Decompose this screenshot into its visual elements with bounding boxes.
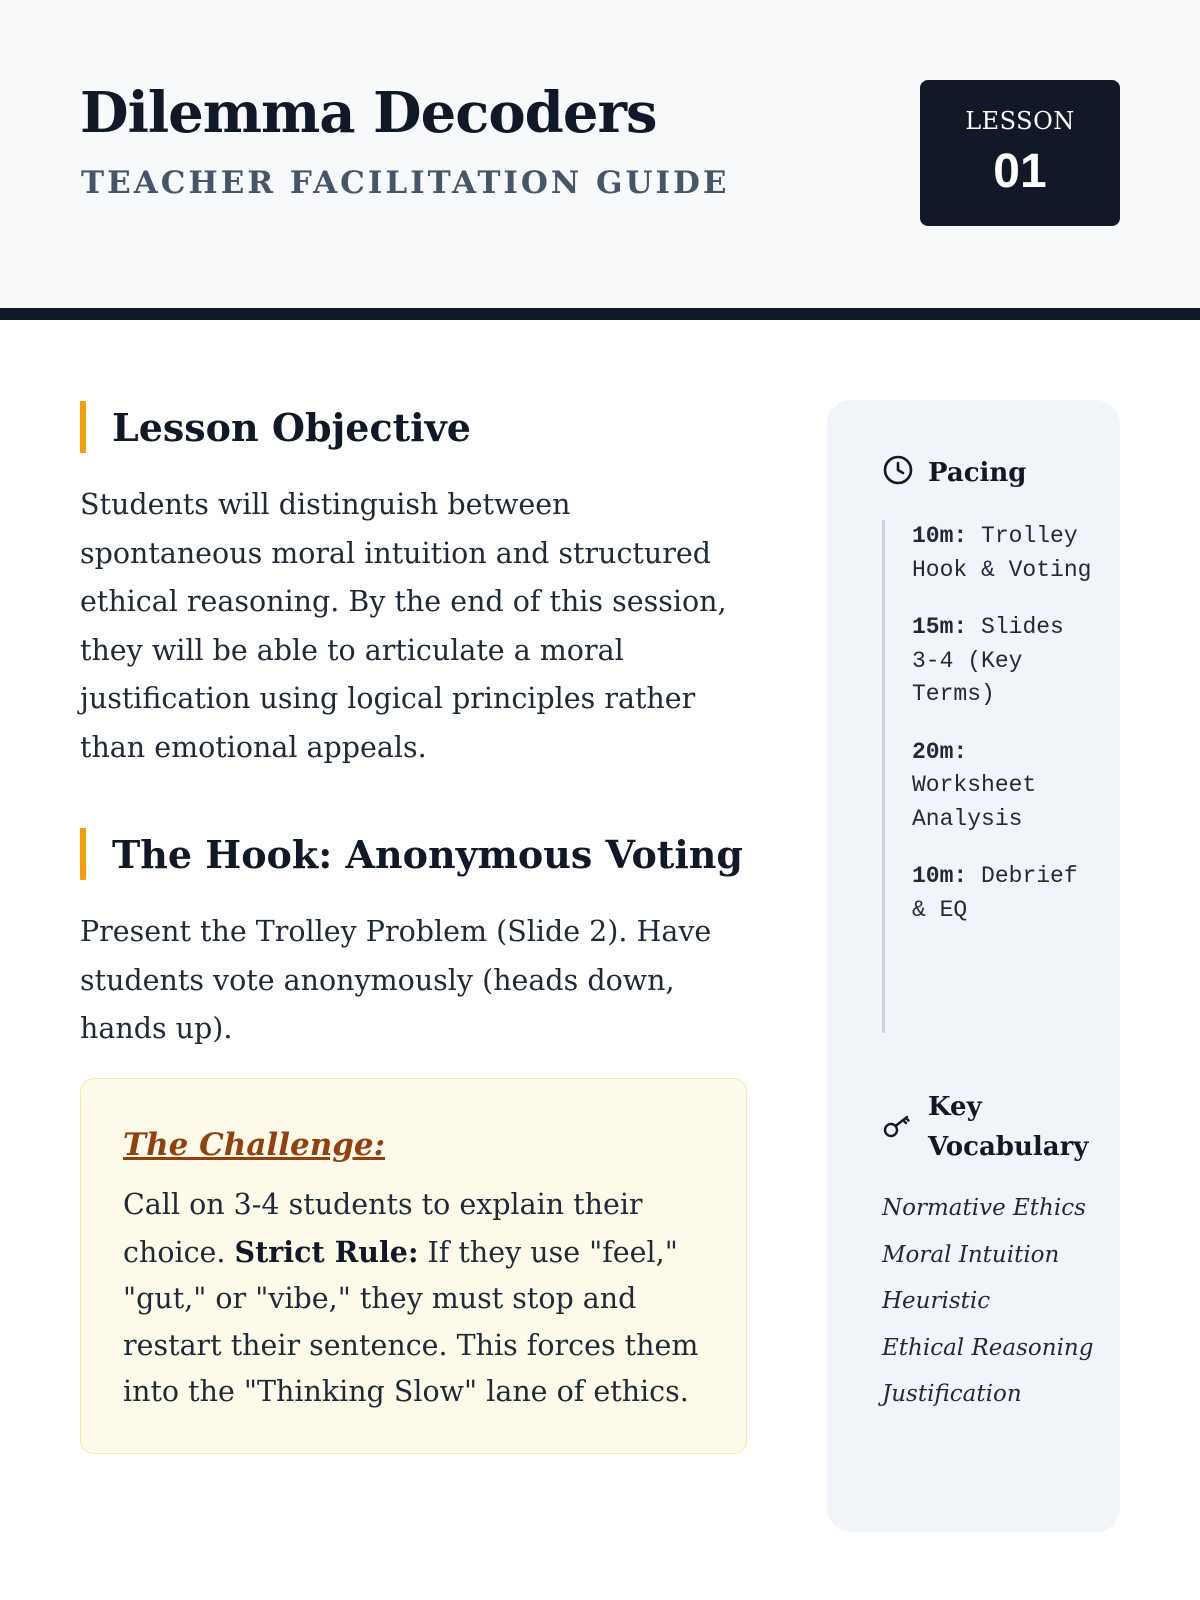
- lesson-badge: [920, 80, 1120, 226]
- vocabulary-heading: [882, 1087, 1088, 1167]
- clock-icon: [882, 453, 914, 485]
- pacing-activity: Trolley Hook & Voting: [912, 523, 1092, 583]
- pacing-heading: [882, 453, 1027, 493]
- hook-heading-text: The Hook: Anonymous Voting: [112, 831, 743, 877]
- challenge-callout: [80, 1078, 747, 1454]
- key-icon: [882, 1109, 914, 1141]
- objective-heading-text: Lesson Objective: [112, 404, 471, 450]
- pacing-activity: Slides 3-4 (Key Terms): [912, 614, 1064, 707]
- page-header: [0, 0, 1200, 308]
- lesson-badge-number: 01: [993, 145, 1047, 198]
- vocabulary-term: Justification: [882, 1381, 1022, 1407]
- pacing-item: [912, 611, 1092, 712]
- challenge-text: [123, 1182, 723, 1416]
- strict-rule-label: Strict Rule:: [234, 1234, 419, 1269]
- pacing-activity: Worksheet Analysis: [912, 772, 1037, 832]
- pacing-duration: 20m:: [912, 738, 968, 765]
- vocabulary-term: Moral Intuition: [882, 1241, 1060, 1268]
- objective-heading: [80, 401, 471, 453]
- challenge-title: The Challenge:: [123, 1127, 386, 1163]
- guide-subtitle: TEACHER FACILITATION GUIDE: [81, 165, 730, 201]
- pacing-duration: 10m:: [912, 523, 968, 549]
- challenge-text-rule: If they use "feel," "gut," or "vibe," they must stop and restart their sentence. This forces them into the "Thinking Slow" lane of ethics.: [123, 1235, 699, 1408]
- pacing-heading-text: Pacing: [928, 458, 1027, 488]
- hook-heading: [80, 828, 743, 880]
- pacing-item: [912, 736, 1092, 837]
- sidebar-panel: [827, 400, 1120, 1532]
- lesson-badge-label: LESSON: [965, 107, 1075, 135]
- vocabulary-term: Ethical Reasoning: [882, 1334, 1094, 1361]
- objective-text: Students will distinguish between spontaneous moral intuition and structured ethical reasoning. By the end of this session, they will be able to articulate a moral justification using logical principles rather than emotional appeals.: [80, 488, 727, 764]
- hook-text: Present the Trolley Problem (Slide 2). Have students vote anonymously (heads down, hands up).: [80, 915, 712, 1045]
- pacing-duration: 10m:: [912, 863, 968, 889]
- vocabulary-term: Normative Ethics: [882, 1195, 1086, 1221]
- pacing-duration: 15m:: [912, 614, 968, 640]
- heading-accent-bar: [80, 828, 86, 880]
- vocabulary-list: [882, 1192, 1102, 1425]
- pacing-list: [882, 520, 1092, 1033]
- guide-title: Dilemma Decoders: [80, 80, 657, 146]
- pacing-item: [912, 860, 1092, 927]
- heading-accent-bar: [80, 401, 86, 453]
- vocabulary-term: Heuristic: [882, 1288, 991, 1314]
- challenge-text-intro: Call on 3-4 students to explain their choice.: [123, 1188, 643, 1269]
- header-divider: [0, 308, 1200, 320]
- pacing-activity: Debrief & EQ: [912, 863, 1078, 923]
- pacing-item: [912, 520, 1092, 587]
- vocabulary-heading-text: Key Vocabulary: [928, 1092, 1089, 1162]
